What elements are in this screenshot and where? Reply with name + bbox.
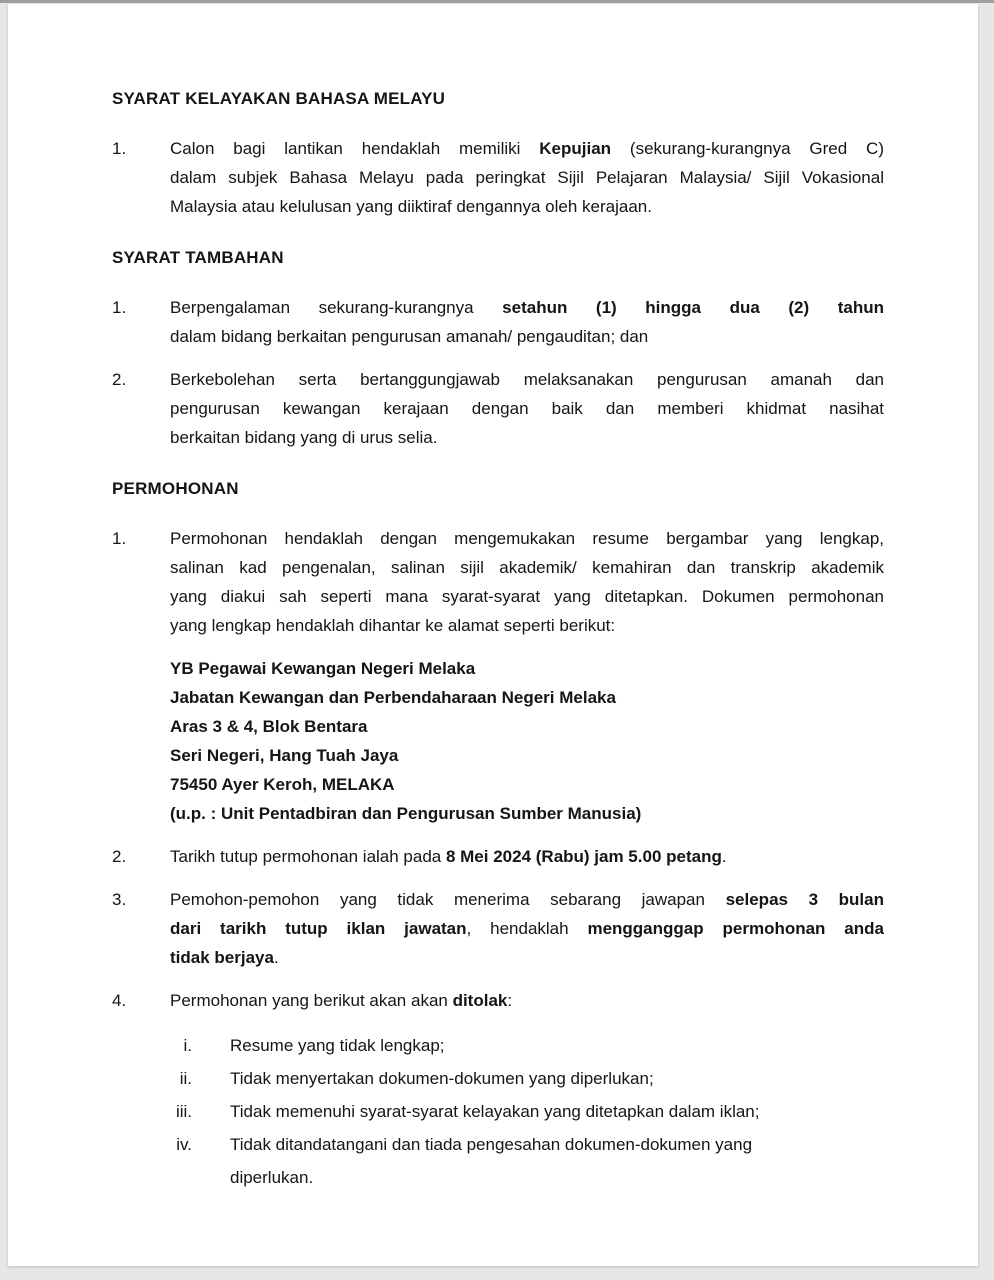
paragraph-line: diperlukan.: [230, 1168, 314, 1187]
text-segment: Calon bagi lantikan hendaklah memiliki: [170, 139, 540, 158]
text-segment: yang lengkap hendaklah dihantar ke alamat seperti berikut:: [170, 616, 616, 635]
rejection-list-item: [170, 1029, 884, 1062]
document-page: [8, 4, 978, 1266]
address-line: (u.p. : Unit Pentadbiran dan Pengurusan Sumber Manusia): [170, 804, 642, 823]
paragraph-line: [170, 885, 884, 914]
item-number: 3.: [112, 890, 127, 909]
text-segment: yang diakui sah seperti mana syarat-syarat yang ditetapkan. Dokumen permohonan: [170, 587, 884, 606]
item-body: [170, 986, 884, 1015]
text-segment: pengurusan kewangan kerajaan dengan baik dan memberi khidmat nasihat: [170, 399, 884, 418]
paragraph-line: [170, 986, 884, 1015]
paragraph-line: [170, 322, 884, 351]
section-syarat-tambahan: [112, 245, 884, 452]
bold-text-segment: selepas 3 bulan: [725, 890, 884, 909]
text-segment: Berkebolehan serta bertanggungjawab melaksanakan pengurusan amanah dan: [170, 370, 884, 389]
bold-text-segment: ditolak: [452, 991, 508, 1010]
roman-numeral: iii.: [175, 1102, 192, 1121]
text-segment: dalam bidang berkaitan pengurusan amanah/ pengauditan; dan: [170, 327, 649, 346]
paragraph-line: [170, 553, 884, 582]
address-line: YB Pegawai Kewangan Negeri Melaka: [170, 659, 476, 678]
numbered-item: [112, 524, 884, 640]
text-segment: Permohonan yang berikut akan akan: [170, 991, 453, 1010]
rejection-list-item: [170, 1128, 884, 1194]
item-body: [170, 134, 884, 221]
item-body: [170, 365, 884, 452]
address-line: Aras 3 & 4, Blok Bentara: [170, 717, 368, 736]
numbered-item: [112, 986, 884, 1015]
text-segment: Permohonan hendaklah dengan mengemukakan resume bergambar yang lengkap,: [170, 529, 884, 548]
item-body: [170, 842, 884, 871]
bold-text-segment: mengganggap permohonan anda: [587, 919, 884, 938]
text-segment: berkaitan bidang yang di urus selia.: [170, 428, 438, 447]
section-permohonan: [112, 476, 884, 1194]
text-segment: Tarikh tutup permohonan ialah pada: [170, 847, 446, 866]
paragraph-line: [170, 163, 884, 192]
item-number: 2.: [112, 847, 127, 866]
paragraph-line: [170, 943, 884, 972]
paragraph-line: [170, 192, 884, 221]
bold-text-segment: 8 Mei 2024 (Rabu) jam 5.00 petang: [445, 847, 722, 866]
rejection-item-text: [230, 1029, 445, 1062]
bold-text-segment: Kepujian: [539, 139, 612, 158]
roman-numeral: iv.: [176, 1135, 192, 1154]
address-block: [170, 654, 884, 828]
numbered-item: [112, 885, 884, 972]
item-number: 1.: [112, 139, 127, 158]
numbered-item: [112, 293, 884, 351]
text-segment: salinan kad pengenalan, salinan sijil akademik/ kemahiran dan transkrip akademik: [170, 558, 884, 577]
paragraph-line: [170, 293, 884, 322]
paragraph-line: Tidak memenuhi syarat-syarat kelayakan yang ditetapkan dalam iklan;: [230, 1102, 760, 1121]
address-line: Jabatan Kewangan dan Perbendaharaan Negeri Melaka: [170, 688, 616, 707]
rejection-list: [170, 1029, 884, 1194]
bold-text-segment: dari tarikh tutup iklan jawatan: [170, 919, 467, 938]
text-segment: (sekurang-kurangnya Gred C): [611, 139, 884, 158]
section-heading: SYARAT KELAYAKAN BAHASA MELAYU: [112, 89, 446, 108]
numbered-item: [112, 365, 884, 452]
rejection-item-text: [230, 1128, 752, 1194]
roman-numeral: ii.: [179, 1069, 192, 1088]
paragraph-line: [170, 582, 884, 611]
text-segment: .: [721, 847, 727, 866]
item-number: 4.: [112, 991, 127, 1010]
bold-text-segment: tidak berjaya: [170, 948, 274, 967]
item-number: 1.: [112, 529, 127, 548]
item-body: [170, 524, 884, 640]
paragraph-line: [170, 524, 884, 553]
section-syarat-kelayakan-bahasa-melayu: [112, 86, 884, 221]
text-segment: dalam subjek Bahasa Melayu pada peringkat Sijil Pelajaran Malaysia/ Sijil Vokasional: [170, 168, 884, 187]
paragraph-line: [170, 611, 884, 640]
item-number: 1.: [112, 298, 127, 317]
paragraph-line: Tidak menyertakan dokumen-dokumen yang diperlukan;: [230, 1069, 654, 1088]
paragraph-line: [170, 134, 884, 163]
text-segment: Malaysia atau kelulusan yang diiktiraf dengannya oleh kerajaan.: [170, 197, 652, 216]
item-number: 2.: [112, 370, 127, 389]
numbered-item: [112, 134, 884, 221]
paragraph-line: Resume yang tidak lengkap;: [230, 1036, 445, 1055]
text-segment: .: [273, 948, 279, 967]
address-line: 75450 Ayer Keroh, MELAKA: [170, 775, 395, 794]
text-segment: Pemohon-pemohon yang tidak menerima sebarang jawapan: [170, 890, 726, 909]
text-segment: , hendaklah: [466, 919, 588, 938]
paragraph-line: [170, 423, 884, 452]
text-segment: :: [507, 991, 513, 1010]
text-segment: Berpengalaman sekurang-kurangnya: [170, 298, 503, 317]
paragraph-line: [170, 914, 884, 943]
section-heading: PERMOHONAN: [112, 479, 239, 498]
address-line: Seri Negeri, Hang Tuah Jaya: [170, 746, 399, 765]
numbered-item: [112, 842, 884, 871]
roman-numeral: i.: [183, 1036, 192, 1055]
paragraph-line: Tidak ditandatangani dan tiada pengesahan dokumen-dokumen yang: [230, 1135, 753, 1154]
bold-text-segment: setahun (1) hingga dua (2) tahun: [502, 298, 884, 317]
paragraph-line: [170, 394, 884, 423]
rejection-item-text: [230, 1095, 759, 1128]
paragraph-line: [170, 842, 884, 871]
rejection-list-item: [170, 1062, 884, 1095]
paragraph-line: [170, 365, 884, 394]
rejection-item-text: [230, 1062, 654, 1095]
section-heading: SYARAT TAMBAHAN: [112, 248, 284, 267]
item-body: [170, 885, 884, 972]
rejection-list-item: [170, 1095, 884, 1128]
item-body: [170, 293, 884, 351]
